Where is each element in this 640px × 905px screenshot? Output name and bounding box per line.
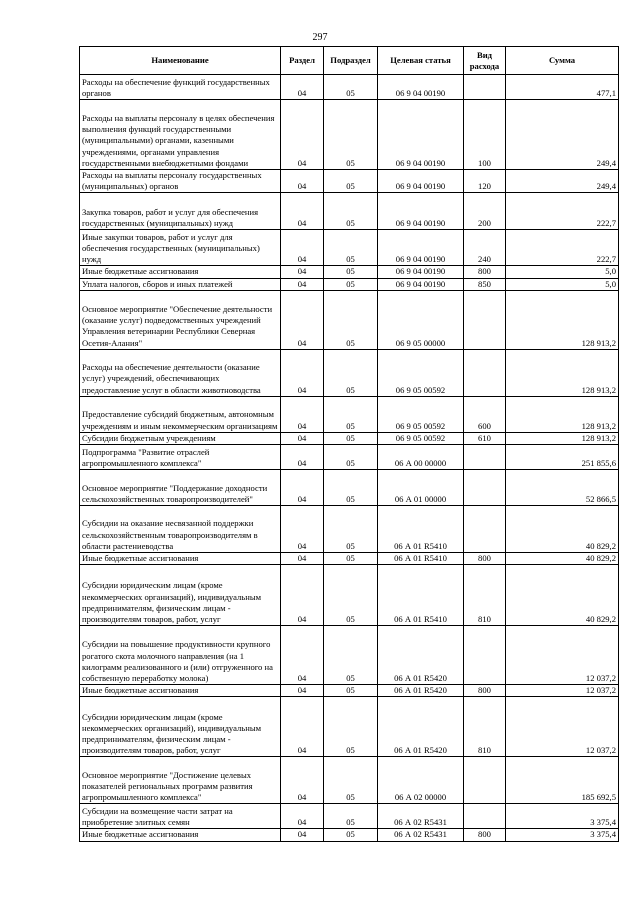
row-type: 800 [464, 266, 506, 278]
row-name: Иные бюджетные ассигнования [80, 266, 281, 278]
table-row [80, 170, 619, 193]
row-section: 04 [281, 432, 324, 444]
row-type [464, 506, 506, 553]
row-target: 06 А 01 R5410 [378, 506, 464, 553]
row-name: Иные бюджетные ассигнования [80, 829, 281, 841]
row-sum: 222,7 [506, 193, 619, 230]
table-row [80, 278, 619, 290]
row-section: 04 [281, 445, 324, 470]
row-section: 04 [281, 290, 324, 349]
row-name: Подпрограмма "Развитие отраслей агропромышленного комплекса" [80, 445, 281, 470]
row-sum: 3 375,4 [506, 829, 619, 841]
table-row [80, 757, 619, 804]
table-row [80, 697, 619, 757]
row-target: 06 9 04 00190 [378, 266, 464, 278]
table-row [80, 100, 619, 170]
row-subsection: 05 [324, 804, 378, 829]
row-target: 06 9 04 00190 [378, 100, 464, 170]
row-section: 04 [281, 506, 324, 553]
row-section: 04 [281, 193, 324, 230]
row-name: Основное мероприятие "Обеспечение деятельности (оказание услуг) подведомственных учреждений Управления ветеринарии Республики Северная Осетия-Алания" [80, 290, 281, 349]
table-row [80, 445, 619, 470]
header-subsection: Подраздел [324, 47, 378, 75]
row-subsection: 05 [324, 757, 378, 804]
header-type: Вид расхода [464, 47, 506, 75]
row-name: Уплата налогов, сборов и иных платежей [80, 278, 281, 290]
table-row [80, 829, 619, 841]
row-name: Субсидии на повышение продуктивности крупного рогатого скота молочного направления (на 1 килограмм реализованного и (или) отгруженного на собственную переработку молока) [80, 626, 281, 685]
header-target: Целевая статья [378, 47, 464, 75]
row-target: 06 9 05 00592 [378, 349, 464, 396]
row-sum: 5,0 [506, 278, 619, 290]
row-subsection: 05 [324, 697, 378, 757]
row-subsection: 05 [324, 396, 378, 432]
row-section: 04 [281, 685, 324, 697]
row-subsection: 05 [324, 829, 378, 841]
row-sum: 128 913,2 [506, 290, 619, 349]
row-section: 04 [281, 396, 324, 432]
row-section: 04 [281, 829, 324, 841]
row-section: 04 [281, 553, 324, 565]
row-target: 06 А 01 R5420 [378, 626, 464, 685]
row-name: Иные бюджетные ассигнования [80, 553, 281, 565]
row-section: 04 [281, 626, 324, 685]
row-name: Закупка товаров, работ и услуг для обеспечения государственных (муниципальных) нужд [80, 193, 281, 230]
row-section: 04 [281, 349, 324, 396]
row-section: 04 [281, 470, 324, 506]
row-type: 800 [464, 829, 506, 841]
row-target: 06 9 05 00592 [378, 432, 464, 444]
row-section: 04 [281, 75, 324, 100]
row-name: Основное мероприятие "Поддержание доходности сельскохозяйственных товаропроизводителей" [80, 470, 281, 506]
row-subsection: 05 [324, 565, 378, 626]
table-row [80, 432, 619, 444]
budget-table [79, 46, 619, 842]
row-section: 04 [281, 230, 324, 266]
row-subsection: 05 [324, 626, 378, 685]
row-type [464, 626, 506, 685]
row-sum: 128 913,2 [506, 396, 619, 432]
row-name: Иные закупки товаров, работ и услуг для обеспечения государственных (муниципальных) нужд [80, 230, 281, 266]
table-row [80, 565, 619, 626]
page-number: 297 [312, 32, 328, 43]
row-subsection: 05 [324, 278, 378, 290]
row-name: Предоставление субсидий бюджетным, автономным учреждениям и иным некоммерческим организациям [80, 396, 281, 432]
row-target: 06 9 05 00000 [378, 290, 464, 349]
row-sum: 128 913,2 [506, 432, 619, 444]
row-type: 200 [464, 193, 506, 230]
row-type: 810 [464, 565, 506, 626]
table-row [80, 470, 619, 506]
row-type: 100 [464, 100, 506, 170]
row-type [464, 75, 506, 100]
row-type: 800 [464, 685, 506, 697]
row-sum: 52 866,5 [506, 470, 619, 506]
row-subsection: 05 [324, 470, 378, 506]
row-target: 06 9 04 00190 [378, 193, 464, 230]
row-target: 06 А 02 R5431 [378, 829, 464, 841]
row-subsection: 05 [324, 266, 378, 278]
table-row [80, 626, 619, 685]
row-sum: 185 692,5 [506, 757, 619, 804]
row-sum: 5,0 [506, 266, 619, 278]
row-subsection: 05 [324, 75, 378, 100]
row-target: 06 А 00 00000 [378, 445, 464, 470]
row-subsection: 05 [324, 685, 378, 697]
table-row [80, 290, 619, 349]
row-sum: 128 913,2 [506, 349, 619, 396]
row-sum: 249,4 [506, 100, 619, 170]
row-type [464, 290, 506, 349]
row-section: 04 [281, 170, 324, 193]
row-type [464, 757, 506, 804]
row-target: 06 9 04 00190 [378, 75, 464, 100]
table-row [80, 396, 619, 432]
row-name: Расходы на обеспечение функций государственных органов [80, 75, 281, 100]
row-subsection: 05 [324, 230, 378, 266]
table-row [80, 75, 619, 100]
row-target: 06 А 02 00000 [378, 757, 464, 804]
table-row [80, 193, 619, 230]
row-name: Субсидии на оказание несвязанной поддержки сельскохозяйственным товаропроизводителям в области растениеводства [80, 506, 281, 553]
row-section: 04 [281, 697, 324, 757]
row-sum: 12 037,2 [506, 697, 619, 757]
row-name: Субсидии бюджетным учреждениям [80, 432, 281, 444]
row-subsection: 05 [324, 290, 378, 349]
row-subsection: 05 [324, 553, 378, 565]
row-sum: 477,1 [506, 75, 619, 100]
header-sum: Сумма [506, 47, 619, 75]
row-target: 06 9 04 00190 [378, 170, 464, 193]
row-type: 120 [464, 170, 506, 193]
table-body [80, 75, 619, 842]
row-sum: 40 829,2 [506, 565, 619, 626]
row-sum: 40 829,2 [506, 553, 619, 565]
row-section: 04 [281, 565, 324, 626]
row-subsection: 05 [324, 432, 378, 444]
row-type: 850 [464, 278, 506, 290]
row-section: 04 [281, 757, 324, 804]
table-header-row [80, 47, 619, 75]
row-target: 06 9 05 00592 [378, 396, 464, 432]
row-subsection: 05 [324, 100, 378, 170]
row-section: 04 [281, 278, 324, 290]
row-type [464, 349, 506, 396]
row-name: Основное мероприятие "Достижение целевых показателей региональных программ развития агропромышленного комплекса" [80, 757, 281, 804]
row-sum: 40 829,2 [506, 506, 619, 553]
row-type [464, 470, 506, 506]
row-section: 04 [281, 804, 324, 829]
table-row [80, 553, 619, 565]
row-name: Расходы на выплаты персоналу в целях обеспечения выполнения функций государственными (муниципальными) органами, казенными учреждениями, органами управления государственными внебюджетными фондами [80, 100, 281, 170]
row-name: Субсидии юридическим лицам (кроме некоммерческих организаций), индивидуальным предпринимателям, физическим лицам - производителям товаров, работ, услуг [80, 697, 281, 757]
row-subsection: 05 [324, 349, 378, 396]
row-target: 06 А 01 R5410 [378, 553, 464, 565]
table-row [80, 506, 619, 553]
row-subsection: 05 [324, 170, 378, 193]
row-target: 06 9 04 00190 [378, 278, 464, 290]
row-sum: 251 855,6 [506, 445, 619, 470]
row-sum: 222,7 [506, 230, 619, 266]
row-sum: 12 037,2 [506, 626, 619, 685]
row-section: 04 [281, 266, 324, 278]
row-type [464, 804, 506, 829]
row-target: 06 А 01 R5420 [378, 697, 464, 757]
row-name: Субсидии юридическим лицам (кроме некоммерческих организаций), индивидуальным предпринимателям, физическим лицам - производителям товаров, работ, услуг [80, 565, 281, 626]
table-row [80, 266, 619, 278]
row-subsection: 05 [324, 193, 378, 230]
row-target: 06 9 04 00190 [378, 230, 464, 266]
table-row [80, 685, 619, 697]
row-type: 240 [464, 230, 506, 266]
row-target: 06 А 01 00000 [378, 470, 464, 506]
row-name: Субсидии на возмещение части затрат на приобретение элитных семян [80, 804, 281, 829]
header-section: Раздел [281, 47, 324, 75]
row-target: 06 А 01 R5420 [378, 685, 464, 697]
row-type: 810 [464, 697, 506, 757]
row-sum: 12 037,2 [506, 685, 619, 697]
row-type: 800 [464, 553, 506, 565]
table-row [80, 230, 619, 266]
row-type [464, 445, 506, 470]
row-subsection: 05 [324, 506, 378, 553]
row-sum: 3 375,4 [506, 804, 619, 829]
table-row [80, 804, 619, 829]
row-name: Расходы на обеспечение деятельности (оказание услуг) учреждений, обеспечивающих предоставление услуг в области животноводства [80, 349, 281, 396]
row-section: 04 [281, 100, 324, 170]
row-target: 06 А 01 R5410 [378, 565, 464, 626]
row-name: Расходы на выплаты персоналу государственных (муниципальных) органов [80, 170, 281, 193]
row-sum: 249,4 [506, 170, 619, 193]
row-subsection: 05 [324, 445, 378, 470]
row-type: 610 [464, 432, 506, 444]
row-name: Иные бюджетные ассигнования [80, 685, 281, 697]
table-row [80, 349, 619, 396]
row-target: 06 А 02 R5431 [378, 804, 464, 829]
header-name: Наименование [80, 47, 281, 75]
row-type: 600 [464, 396, 506, 432]
